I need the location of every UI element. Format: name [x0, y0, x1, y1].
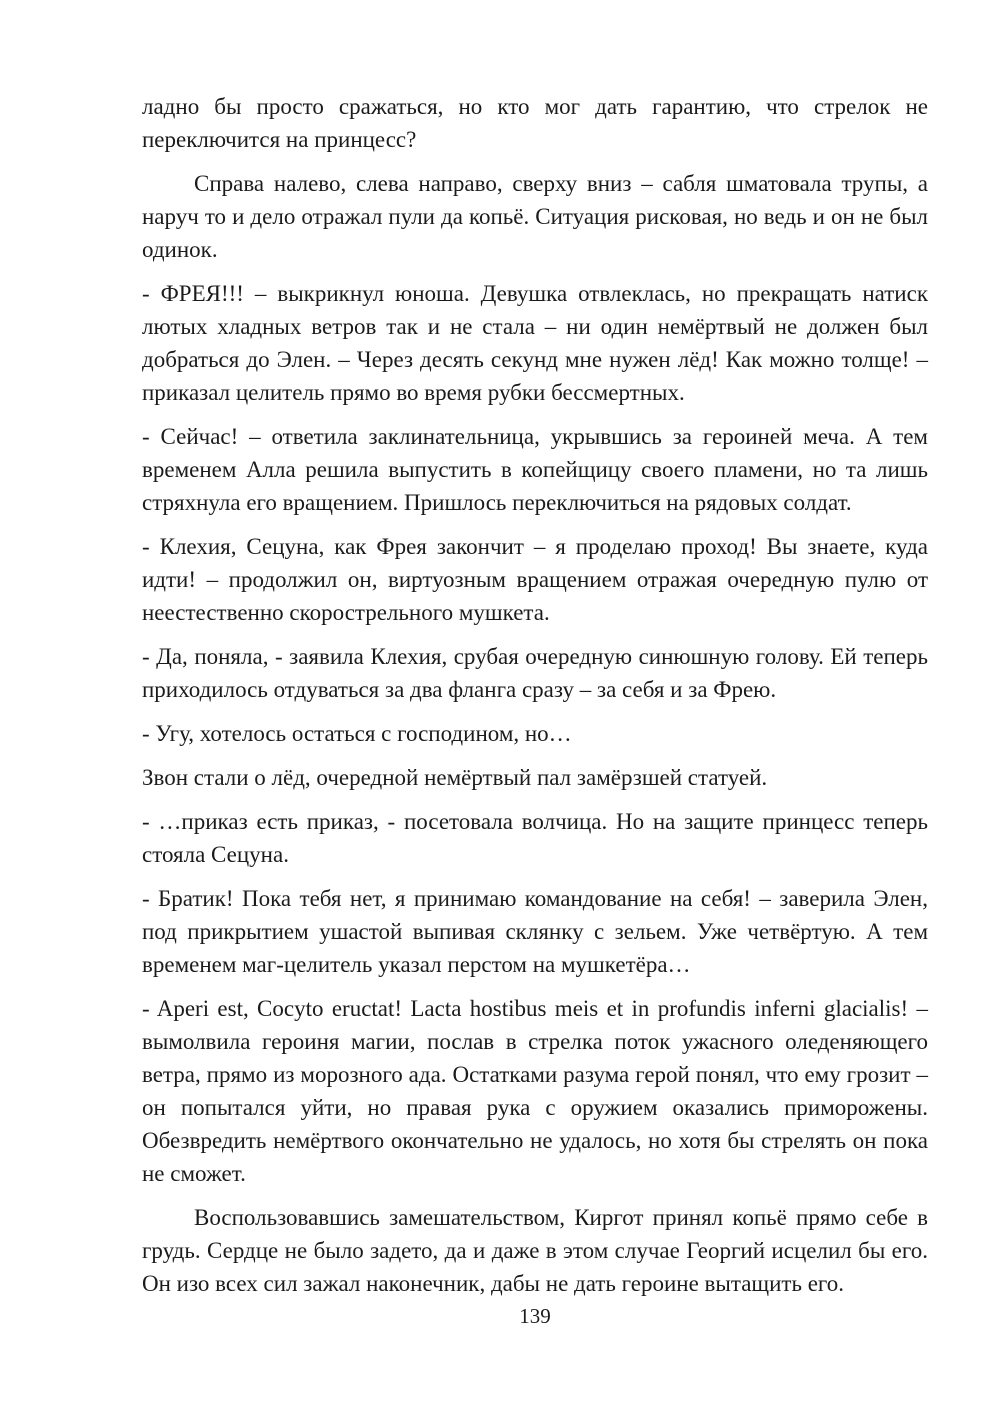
paragraph-8: Звон стали о лёд, очередной немёртвый пал замёрзшей статуей. [142, 765, 768, 790]
paragraph-9: - …приказ есть приказ, - посетовала волчица. Но на защите принцесс теперь стояла Сецуна. [142, 809, 928, 867]
paragraph-7: - Угу, хотелось остаться с господином, но… [142, 721, 572, 746]
paragraph-5: - Клехия, Сецуна, как Фрея закончит – я проделаю проход! Вы знаете, куда идти! – продолжил он, виртуозным вращением отражая очередную пулю от неестественно скорострельного мушкета. [142, 534, 928, 625]
paragraph-1: ладно бы просто сражаться, но кто мог дать гарантию, что стрелок не переключится на принцесс? [142, 94, 928, 152]
paragraph-10: - Братик! Пока тебя нет, я принимаю командование на себя! – заверила Элен, под прикрытием ушастой выпивая склянку с зельем. Уже четвёртую. А тем временем маг-целитель указал перстом на мушкетёра… [142, 886, 928, 977]
page-number: 139 [519, 1304, 551, 1328]
text-block [142, 90, 928, 1311]
paragraph-2: Справа налево, слева направо, сверху вниз – сабля шматовала трупы, а наруч то и дело отражал пули да копьё. Ситуация рисковая, но ведь и он не был одинок. [142, 171, 928, 262]
paragraph-6: - Да, поняла, - заявила Клехия, срубая очередную синюшную голову. Ей теперь приходилось отдуваться за два фланга сразу – за себя и за Фрею. [142, 644, 928, 702]
paragraph-11: - Aperi est, Cocyto eructat! Lacta hostibus meis et in profundis inferni glacialis! – вымолвила героиня магии, послав в стрелка поток ужасного оледеняющего ветра, прямо из морозного ада. Остатками разума герой понял, что ему грозит – он попытался уйти, но правая рука с оружием оказались приморожены. Обезвредить немёртвого окончательно не удалось, но хотя бы стрелять он пока не сможет. [142, 996, 928, 1186]
paragraph-4: - Сейчас! – ответила заклинательница, укрывшись за героиней меча. А тем временем Алла решила выпустить в копейщицу своего пламени, но та лишь стряхнула его вращением. Пришлось переключиться на рядовых солдат. [142, 424, 928, 515]
paragraph-12: Воспользовавшись замешательством, Киргот принял копьё прямо себе в грудь. Сердце не было задето, да и даже в этом случае Георгий исцелил бы его. Он изо всех сил зажал наконечник, дабы не дать героине вытащить его. [142, 1205, 928, 1296]
paragraph-3: - ФРЕЯ!!! – выкрикнул юноша. Девушка отвлеклась, но прекращать натиск лютых хладных ветров так и не стала – ни один немёртвый не должен был добраться до Элен. – Через десять секунд мне нужен лёд! Как можно толще! – приказал целитель прямо во время рубки бессмертных. [142, 281, 928, 405]
